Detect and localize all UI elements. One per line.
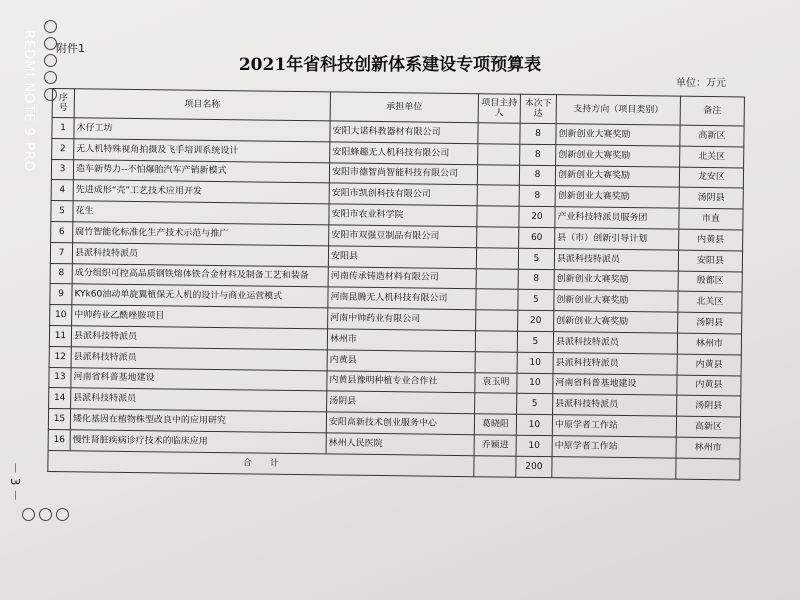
cell-no: 13 — [49, 367, 71, 388]
cell-amount: 8 — [519, 186, 555, 207]
cell-no: 12 — [49, 346, 71, 367]
header-direction: 支持方向（项目类别） — [556, 95, 680, 126]
cell-direction: 县（市）创新引导计划 — [555, 228, 679, 250]
cell-project: 县派科技特派员 — [71, 326, 327, 350]
cell-direction: 创新创业大赛奖励 — [556, 124, 680, 146]
header-amount: 本次下达 — [520, 94, 556, 123]
cell-remark: 内黄县 — [677, 375, 741, 397]
cell-direction: 中原学者工作站 — [552, 415, 676, 437]
camera-watermark: REDMI NOTE 9 PRO — [21, 30, 36, 173]
cell-org: 安阳大诺科教器材有限公司 — [330, 121, 478, 144]
cell-lead — [475, 351, 517, 372]
cell-org: 安阳市凯创科技有限公司 — [329, 183, 477, 206]
total-remark-cell — [676, 458, 740, 480]
total-direction-cell — [552, 456, 676, 478]
binding-ring — [56, 508, 69, 521]
cell-remark: 安阳县 — [678, 250, 742, 272]
cell-no: 6 — [51, 221, 73, 242]
cell-direction: 创新创业大赛奖励 — [555, 186, 679, 208]
cell-direction: 河南省科普基地建设 — [553, 373, 677, 395]
cell-no: 11 — [49, 325, 71, 346]
cell-amount: 5 — [517, 394, 553, 415]
cell-direction: 县派科技特派员 — [553, 332, 677, 354]
cell-amount: 8 — [520, 144, 556, 165]
cell-direction: 创新创业大赛奖励 — [554, 311, 678, 333]
cell-no: 2 — [52, 138, 74, 159]
cell-org: 汤阴县 — [327, 391, 475, 414]
cell-project: KYk60油动单旋翼植保无人机的设计与商业运营模式 — [72, 284, 328, 308]
cell-lead — [476, 247, 518, 268]
cell-amount: 8 — [518, 269, 554, 290]
cell-remark: 汤阴县 — [677, 396, 741, 418]
cell-org: 林州人民医院 — [326, 433, 474, 456]
cell-lead — [478, 123, 520, 144]
cell-no: 1 — [52, 118, 74, 139]
header-no: 序号 — [52, 89, 74, 118]
cell-org: 林州市 — [327, 329, 475, 352]
cell-no: 9 — [50, 284, 72, 305]
cell-project: 先进成形“壳”工艺技术应用开发 — [73, 180, 329, 204]
total-amount: 200 — [516, 456, 552, 477]
cell-amount: 20 — [518, 310, 554, 331]
cell-remark: 北关区 — [678, 292, 742, 314]
cell-remark: 市直 — [679, 208, 743, 230]
cell-project: 慢性肾脏疾病诊疗技术的临床应用 — [70, 430, 326, 454]
cell-no: 15 — [48, 409, 70, 430]
cell-no: 5 — [51, 201, 73, 222]
cell-lead — [478, 144, 520, 165]
header-project: 项目名称 — [74, 89, 330, 121]
cell-lead — [476, 310, 518, 331]
cell-project: 木仔工坊 — [74, 118, 330, 142]
cell-lead — [477, 206, 519, 227]
cell-remark: 龙安区 — [679, 167, 743, 189]
cell-org: 安阳高新技术创业服务中心 — [326, 412, 474, 435]
cell-remark: 内黄县 — [677, 354, 741, 376]
cell-org: 内黄县 — [327, 350, 475, 373]
cell-project: 无人机特殊视角拍摄及飞手培训系统设计 — [74, 139, 330, 163]
cell-lead — [476, 289, 518, 310]
cell-remark: 内黄县 — [679, 229, 743, 251]
cell-amount: 20 — [519, 206, 555, 227]
cell-lead — [477, 185, 519, 206]
cell-lead — [477, 227, 519, 248]
cell-direction: 创新创业大赛奖励 — [556, 144, 680, 166]
cell-project: 腐竹智能化标准化生产技术示范与推广 — [73, 222, 329, 246]
cell-org: 河南昆腾无人机科技有限公司 — [328, 287, 476, 310]
cell-org: 河南中帅药业有限公司 — [328, 308, 476, 331]
cell-project: 河南省科普基地建设 — [71, 367, 327, 391]
cell-remark: 北关区 — [680, 146, 744, 168]
cell-amount: 60 — [519, 227, 555, 248]
table-body — [48, 118, 744, 459]
cell-lead: 葛晓阳 — [474, 414, 516, 435]
cell-project: 造车新势力--不怕爆胎汽车产销新模式 — [73, 159, 329, 183]
cell-project: 县派科技特派员 — [72, 243, 328, 267]
cell-org: 安阳县 — [328, 246, 476, 269]
cell-direction: 中原学者工作站 — [552, 436, 676, 458]
cell-direction: 创新创业大赛奖励 — [554, 269, 678, 291]
cell-lead: 乔颖进 — [474, 435, 516, 456]
cell-org: 安阳市双强豆制品有限公司 — [329, 225, 477, 248]
binding-rings-bottom — [22, 508, 69, 521]
cell-lead — [476, 268, 518, 289]
cell-direction: 县派科技特派员 — [554, 248, 678, 270]
cell-no: 7 — [50, 242, 72, 263]
cell-direction: 产业科技特派员服务团 — [555, 207, 679, 229]
binding-ring — [44, 71, 57, 84]
unit-label: 单位：万元 — [676, 78, 726, 89]
cell-lead: 袁玉明 — [475, 372, 517, 393]
cell-amount: 10 — [516, 414, 552, 435]
cell-direction: 创新创业大赛奖励 — [554, 290, 678, 312]
cell-amount: 8 — [520, 123, 556, 144]
cell-project: 花生 — [73, 201, 329, 225]
cell-project: 县派科技特派员 — [71, 347, 327, 371]
cell-lead — [475, 393, 517, 414]
cell-amount: 10 — [516, 435, 552, 456]
cell-remark: 汤阴县 — [679, 188, 743, 210]
cell-org: 河南传承铸造材料有限公司 — [328, 266, 476, 289]
header-lead: 项目主持人 — [478, 94, 520, 124]
cell-amount: 5 — [518, 290, 554, 311]
cell-no: 14 — [49, 388, 71, 409]
budget-table — [47, 88, 745, 480]
cell-org: 安阳市德智尚智能科技有限公司 — [329, 162, 477, 185]
cell-lead — [475, 331, 517, 352]
cell-direction: 县派科技特派员 — [553, 394, 677, 416]
document-title: 2021年省科技创新体系建设专项预算表 — [238, 55, 542, 75]
cell-amount: 5 — [517, 331, 553, 352]
cell-no: 10 — [50, 305, 72, 326]
cell-project: 县派科技特派员 — [71, 388, 327, 412]
header-remark: 备注 — [680, 96, 744, 126]
cell-lead — [477, 164, 519, 185]
cell-org: 安阳市农业科学院 — [329, 204, 477, 227]
cell-remark: 高新区 — [676, 416, 740, 438]
cell-direction: 创新创业大赛奖励 — [555, 165, 679, 187]
cell-org: 安阳蜂趣无人机科技有限公司 — [330, 142, 478, 165]
total-lead-cell — [474, 455, 516, 476]
cell-project: 矮化基因在植物株型改良中的应用研究 — [70, 409, 326, 433]
attachment-label: 附件1 — [56, 42, 85, 55]
cell-remark: 高新区 — [680, 125, 744, 147]
cell-remark: 殷都区 — [678, 271, 742, 293]
cell-amount: 10 — [517, 373, 553, 394]
cell-project: 成分组织可控高品质钢铁熔体铁合金材料及制备工艺和装备 — [72, 263, 328, 287]
binding-ring — [44, 20, 57, 33]
total-label: 合 计 — [48, 450, 474, 476]
cell-direction: 县派科技特派员 — [553, 352, 677, 374]
cell-remark: 汤阴县 — [678, 312, 742, 334]
page-number: － 3 － — [8, 462, 22, 502]
cell-org: 内黄县豫明种植专业合作社 — [327, 370, 475, 393]
cell-amount: 5 — [518, 248, 554, 269]
cell-remark: 林州市 — [676, 437, 740, 459]
header-org: 承担单位 — [330, 92, 478, 123]
cell-project: 中帅药业乙酰唑胺项目 — [72, 305, 328, 329]
cell-remark: 林州市 — [677, 333, 741, 355]
cell-no: 8 — [50, 263, 72, 284]
cell-no: 3 — [51, 159, 73, 180]
cell-no: 4 — [51, 180, 73, 201]
binding-ring — [39, 508, 52, 521]
cell-amount: 8 — [519, 165, 555, 186]
cell-no: 16 — [48, 429, 70, 450]
binding-ring — [22, 508, 35, 521]
cell-amount: 10 — [517, 352, 553, 373]
